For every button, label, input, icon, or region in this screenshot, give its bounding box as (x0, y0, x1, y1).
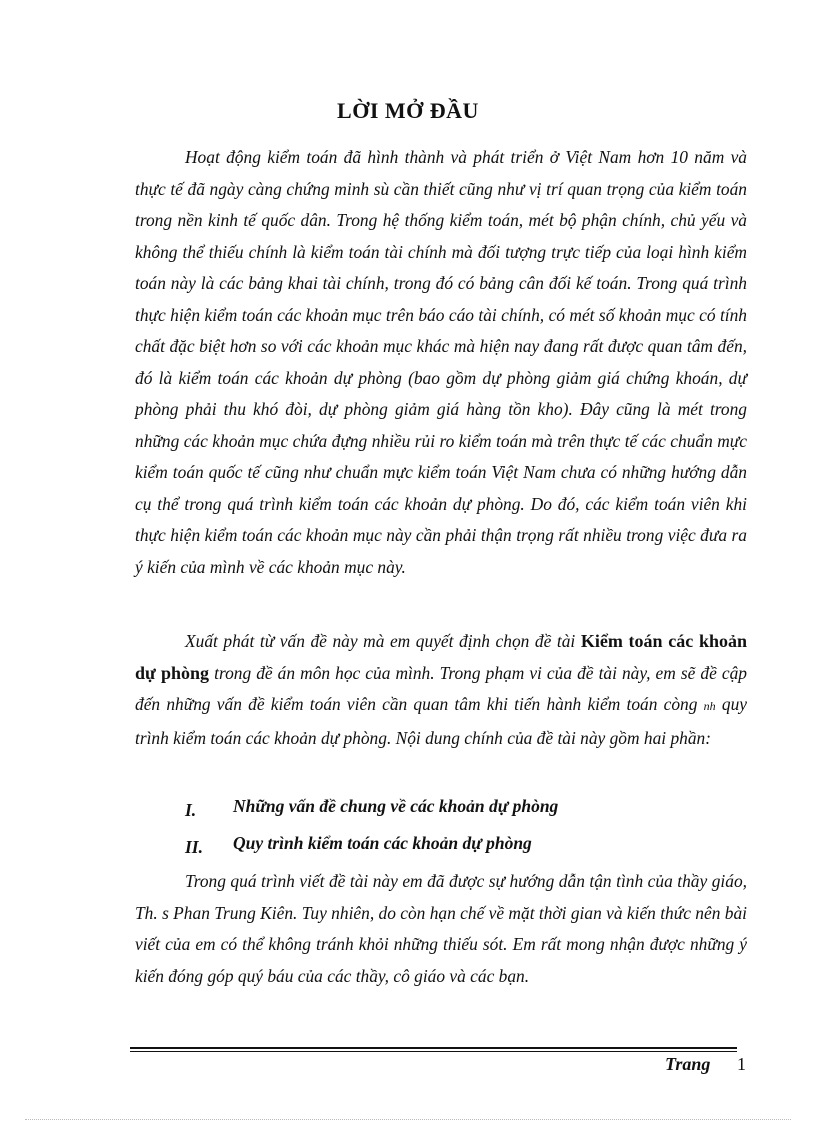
footer-divider-thin (130, 1051, 737, 1052)
paragraph-text-middle: trong đề án môn học của mình. Trong phạm vi của đề tài này, em sẽ đề cập đến những vấn đề kiểm toán viên cần quan tâm khi tiến hành kiểm toán còng (135, 662, 747, 714)
intro-paragraph-2 (135, 626, 747, 754)
footer-page-label: Trang (665, 1054, 711, 1074)
list-item-text: Những vấn đề chung về các khoản dự phòng (233, 796, 559, 816)
footer-divider (130, 1047, 737, 1049)
paragraph-text: Trong quá trình viết đề tài này em đã được sự hướng dẫn tận tình của thầy giáo, Th. s Phan Trung Kiên. Tuy nhiên, do còn hạn chế về mặt thời gian và kiến thức nên bài viết của em có thể không tránh khỏi những thiếu sót. Em rất mong nhận được những ý kiến đóng góp quý báu của các thầy, cô giáo và các bạn. (135, 871, 747, 986)
list-item (185, 833, 745, 863)
footer-page-number: 1 (737, 1054, 746, 1074)
page-edge-line (25, 1119, 791, 1120)
paragraph-text-small: nh (703, 699, 716, 713)
paragraph-text-after: quy trình kiểm toán các khoản dự phòng. Nội dung chính của đề tài này gồm hai phần: (135, 694, 747, 748)
list-item-text: Quy trình kiểm toán các khoản dự phòng (233, 833, 532, 853)
intro-paragraph-3 (135, 866, 747, 992)
paragraph-text-before: Xuất phát từ vấn đề này mà em quyết định chọn đề tài (185, 631, 581, 651)
list-item (185, 796, 745, 826)
list-item-number: I. (185, 800, 197, 820)
page-title: LỜI MỞ ĐẦU (337, 98, 479, 123)
list-item-number: II. (185, 837, 203, 857)
paragraph-text: Hoạt động kiểm toán đã hình thành và phát triển ở Việt Nam hơn 10 năm và thực tế đã ngày càng chứng minh sù cần thiết cũng như vị trí quan trọng của kiểm toán trong nền kinh tế quốc dân. Trong hệ thống kiểm toán, mét bộ phận chính, chủ yếu và không thể thiếu chính là kiểm toán tài chính mà đối tượng trực tiếp của loại hình kiểm toán này là các bảng khai tài chính, trong đó có bảng cân đối kế toán. Trong quá trình thực hiện kiểm toán các khoản mục trên báo cáo tài chính, có mét số khoản mục có tính chất đặc biệt hơn so với các khoản mục khác mà hiện nay đang rất được quan tâm đến, đó là kiểm toán các khoản dự phòng (bao gồm dự phòng giảm giá chứng khoán, dự phòng phải thu khó đòi, dự phòng giảm giá hàng tồn kho). Đây cũng là mét trong những các khoản mục chứa đựng nhiều rủi ro kiểm toán mà trên thực tế các chuẩn mực kiểm toán quốc tế cũng như chuẩn mực kiểm toán Việt Nam chưa có những hướng dẫn cụ thể trong quá trình kiểm toán các khoản dự phòng. Do đó, các kiểm toán viên khi thực hiện kiểm toán các khoản mục này cần phải thận trọng rất nhiều trong việc đưa ra ý kiến của mình về các khoản mục này. (135, 147, 747, 577)
intro-paragraph-1 (135, 142, 747, 583)
topic-title: Kiểm toán các khoản dự phòng (135, 631, 747, 683)
